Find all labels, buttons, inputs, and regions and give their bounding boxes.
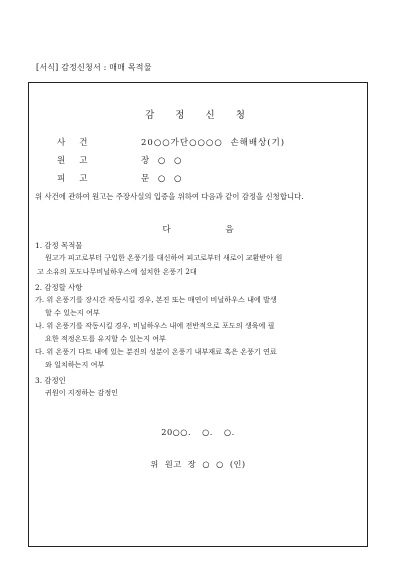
plaintiff-signature: 위 원고 장 ○ ○ (인) [150,459,246,469]
form-header: [서식] 감정신청서 : 매매 목적물 [36,63,152,72]
field-plaintiff-label: 원고 [57,156,102,166]
section-appraiser-heading: 3. 감정인 [35,376,66,385]
field-defendant [57,172,182,184]
matter-item-line: 다. 위 온풍기 다트 내에 있는 분진의 성분이 온풍기 내부재료 혹은 온풍기 연료 [35,347,277,356]
section-subject-line: 원고가 피고로부터 구입한 온풍기를 대신하여 피고로부터 새로이 교환받아 원 [45,253,283,262]
field-plaintiff [57,154,182,166]
matter-item-line: 나. 위 온풍기를 작동시킬 경우, 비닐하우스 내에 전반적으로 포도의 생육에 필 [35,321,275,330]
matter-item-line: 와 일치하는지 여부 [45,360,105,369]
field-case-value: 20○○가단○○○○ 손해배상(기) [141,138,286,148]
matter-item-line: 할 수 있는지 여부 [45,308,100,317]
field-case-label: 사건 [57,138,102,148]
section-appraiser-line: 귀원이 지정하는 감정인 [45,388,119,397]
form-title: 감 정 신 청 [145,110,251,121]
section-subject-line: 고 소유의 포도나무비닐하우스에 설치한 온풍기 2대 [37,267,197,276]
field-defendant-label: 피고 [57,174,102,184]
application-form [28,82,368,547]
field-plaintiff-value: 장 ○ ○ [141,156,183,166]
matter-item-line: 요한 적정온도를 유지할 수 있는지 여부 [45,334,166,343]
field-defendant-value: 문 ○ ○ [141,174,183,184]
field-case [57,136,285,148]
matter-item-line: 가. 위 온풍기를 장시간 작동시킬 경우, 본진 또는 매연이 비닐하우스 내에 발생 [35,295,277,304]
section-subject-heading: 1. 감정 목적물 [35,241,83,250]
application-date: 20○○. ○. ○. [161,427,235,437]
intro-paragraph: 위 사건에 관하여 원고는 주장사실의 입증을 위하여 다음과 같이 감정을 신청합니다. [35,192,304,201]
section-matters-heading: 2. 감정할 사항 [35,283,83,292]
next-heading: 다 음 [162,225,260,235]
